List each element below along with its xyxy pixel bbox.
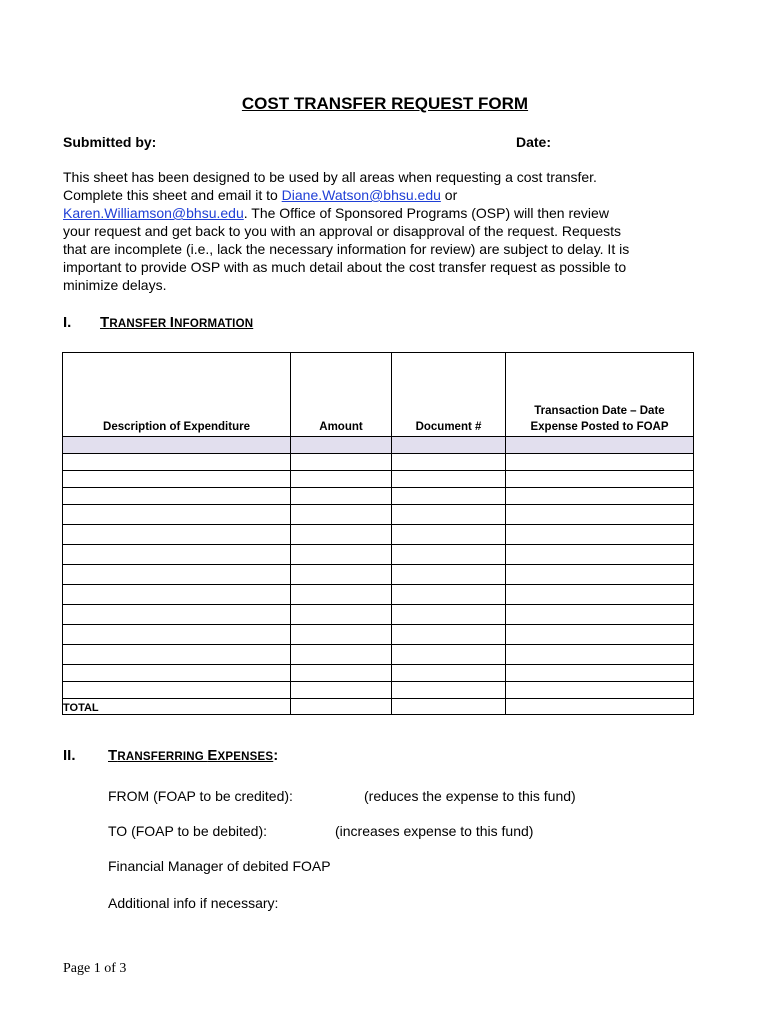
- table-cell[interactable]: [291, 585, 392, 605]
- title-part: E: [207, 747, 218, 764]
- date-label: Date:: [516, 134, 552, 150]
- section2-number: II.: [63, 747, 76, 764]
- table-row: [63, 565, 694, 585]
- table-cell[interactable]: [63, 525, 291, 545]
- table-cell[interactable]: [291, 505, 392, 525]
- additional-info-label: Additional info if necessary:: [108, 895, 279, 911]
- table-cell[interactable]: [392, 625, 506, 645]
- table-row: [63, 488, 694, 505]
- title-part: T: [108, 747, 118, 764]
- table-cell[interactable]: [63, 471, 291, 488]
- intro-line: minimize delays.: [63, 277, 167, 293]
- table-row: [63, 505, 694, 525]
- table-cell[interactable]: [392, 645, 506, 665]
- to-foap-note: (increases expense to this fund): [335, 823, 534, 839]
- table-row: [63, 454, 694, 471]
- table-cell[interactable]: [506, 665, 694, 682]
- table-cell[interactable]: [392, 585, 506, 605]
- table-cell[interactable]: [392, 682, 506, 699]
- email-link-diane[interactable]: Diane.Watson@bhsu.edu: [281, 187, 441, 203]
- table-cell[interactable]: [392, 488, 506, 505]
- financial-manager-label: Financial Manager of debited FOAP: [108, 858, 331, 874]
- table-cell[interactable]: [506, 525, 694, 545]
- table-cell[interactable]: [506, 645, 694, 665]
- table-cell[interactable]: [291, 565, 392, 585]
- table-cell[interactable]: [291, 545, 392, 565]
- intro-text: . The Office of Sponsored Programs (OSP) will then review: [243, 205, 609, 221]
- table-cell[interactable]: [506, 625, 694, 645]
- table-cell[interactable]: [291, 454, 392, 471]
- table-cell[interactable]: [392, 699, 506, 715]
- transfer-table: [62, 352, 694, 715]
- intro-paragraph: [63, 168, 703, 294]
- table-cell[interactable]: [291, 682, 392, 699]
- header-transaction-date: [506, 353, 694, 437]
- table-cell[interactable]: [506, 437, 694, 454]
- table-cell[interactable]: [392, 471, 506, 488]
- table-cell[interactable]: [291, 488, 392, 505]
- intro-text: or: [440, 187, 458, 203]
- header-line: Expense Posted to FOAP: [530, 421, 669, 433]
- table-cell[interactable]: [291, 525, 392, 545]
- intro-text: Complete this sheet and email it to: [63, 187, 282, 203]
- title-part: :: [273, 747, 279, 764]
- submitted-by-label: Submitted by:: [63, 134, 157, 150]
- table-cell[interactable]: [506, 505, 694, 525]
- from-foap-label: FROM (FOAP to be credited):: [108, 788, 293, 804]
- table-row: [63, 665, 694, 682]
- table-row: [63, 545, 694, 565]
- title-part: XPENSES: [217, 751, 274, 763]
- section1-number: I.: [63, 314, 72, 331]
- header-description: Description of Expenditure: [63, 353, 291, 437]
- table-row: [63, 525, 694, 545]
- table-cell[interactable]: [63, 545, 291, 565]
- table-cell[interactable]: [392, 505, 506, 525]
- table-cell[interactable]: [291, 625, 392, 645]
- table-cell[interactable]: [392, 437, 506, 454]
- table-cell[interactable]: [63, 585, 291, 605]
- section1-title: [100, 314, 253, 331]
- section2-title: [108, 747, 278, 764]
- table-cell[interactable]: [63, 488, 291, 505]
- intro-line: your request and get back to you with an approval or disapproval of the request. Requests: [63, 223, 622, 239]
- table-cell[interactable]: [291, 645, 392, 665]
- table-cell[interactable]: [506, 565, 694, 585]
- table-cell[interactable]: [392, 605, 506, 625]
- table-cell[interactable]: [63, 505, 291, 525]
- table-row: [63, 605, 694, 625]
- form-title: COST TRANSFER REQUEST FORM: [241, 94, 529, 113]
- title-part: NFORMATION: [174, 318, 254, 330]
- table-cell[interactable]: [506, 682, 694, 699]
- table-cell[interactable]: [392, 454, 506, 471]
- table-cell[interactable]: [291, 437, 392, 454]
- intro-line: [63, 204, 703, 222]
- table-cell[interactable]: [506, 488, 694, 505]
- table-cell[interactable]: [63, 605, 291, 625]
- table-cell[interactable]: [392, 665, 506, 682]
- title-part: T: [100, 314, 110, 331]
- title-part: I: [169, 314, 175, 331]
- table-cell[interactable]: [506, 585, 694, 605]
- table-header-row: [63, 353, 694, 437]
- table-cell[interactable]: [291, 471, 392, 488]
- table-row: [63, 585, 694, 605]
- table-cell[interactable]: [63, 437, 291, 454]
- from-foap-note: (reduces the expense to this fund): [364, 788, 576, 804]
- table-cell[interactable]: [63, 682, 291, 699]
- table-row: [63, 471, 694, 488]
- table-cell[interactable]: [392, 545, 506, 565]
- table-cell[interactable]: [506, 605, 694, 625]
- total-row: [63, 699, 694, 715]
- header-line: Transaction Date – Date: [534, 405, 665, 417]
- table-cell[interactable]: [63, 625, 291, 645]
- table-cell[interactable]: [291, 605, 392, 625]
- intro-line: This sheet has been designed to be used by all areas when requesting a cost transfer.: [63, 169, 597, 185]
- table-row: [63, 682, 694, 699]
- intro-line: important to provide OSP with as much detail about the cost transfer request as possible to: [63, 259, 627, 275]
- table-cell[interactable]: [506, 471, 694, 488]
- table-row: [63, 625, 694, 645]
- to-foap-label: TO (FOAP to be debited):: [108, 823, 268, 839]
- intro-line: [63, 186, 703, 204]
- header-amount: Amount: [291, 353, 392, 437]
- table-cell[interactable]: [506, 699, 694, 715]
- intro-line: that are incomplete (i.e., lack the necessary information for review) are subject to delay. It is: [63, 241, 630, 257]
- table-row: [63, 437, 694, 454]
- page-number: Page 1 of 3: [63, 961, 127, 976]
- table-cell[interactable]: [506, 454, 694, 471]
- table-cell[interactable]: [63, 665, 291, 682]
- table-cell[interactable]: [392, 565, 506, 585]
- table-cell[interactable]: [392, 525, 506, 545]
- table-row: [63, 645, 694, 665]
- total-label: TOTAL: [63, 699, 291, 715]
- total-amount-cell[interactable]: [291, 699, 392, 715]
- header-document: Document #: [392, 353, 506, 437]
- table-cell[interactable]: [63, 454, 291, 471]
- table-cell[interactable]: [291, 665, 392, 682]
- title-part: RANSFERRING: [117, 751, 208, 763]
- title-part: RANSFER: [109, 318, 170, 330]
- table-cell[interactable]: [63, 645, 291, 665]
- email-link-karen[interactable]: Karen.Williamson@bhsu.edu: [63, 205, 244, 221]
- table-cell[interactable]: [63, 565, 291, 585]
- table-cell[interactable]: [506, 545, 694, 565]
